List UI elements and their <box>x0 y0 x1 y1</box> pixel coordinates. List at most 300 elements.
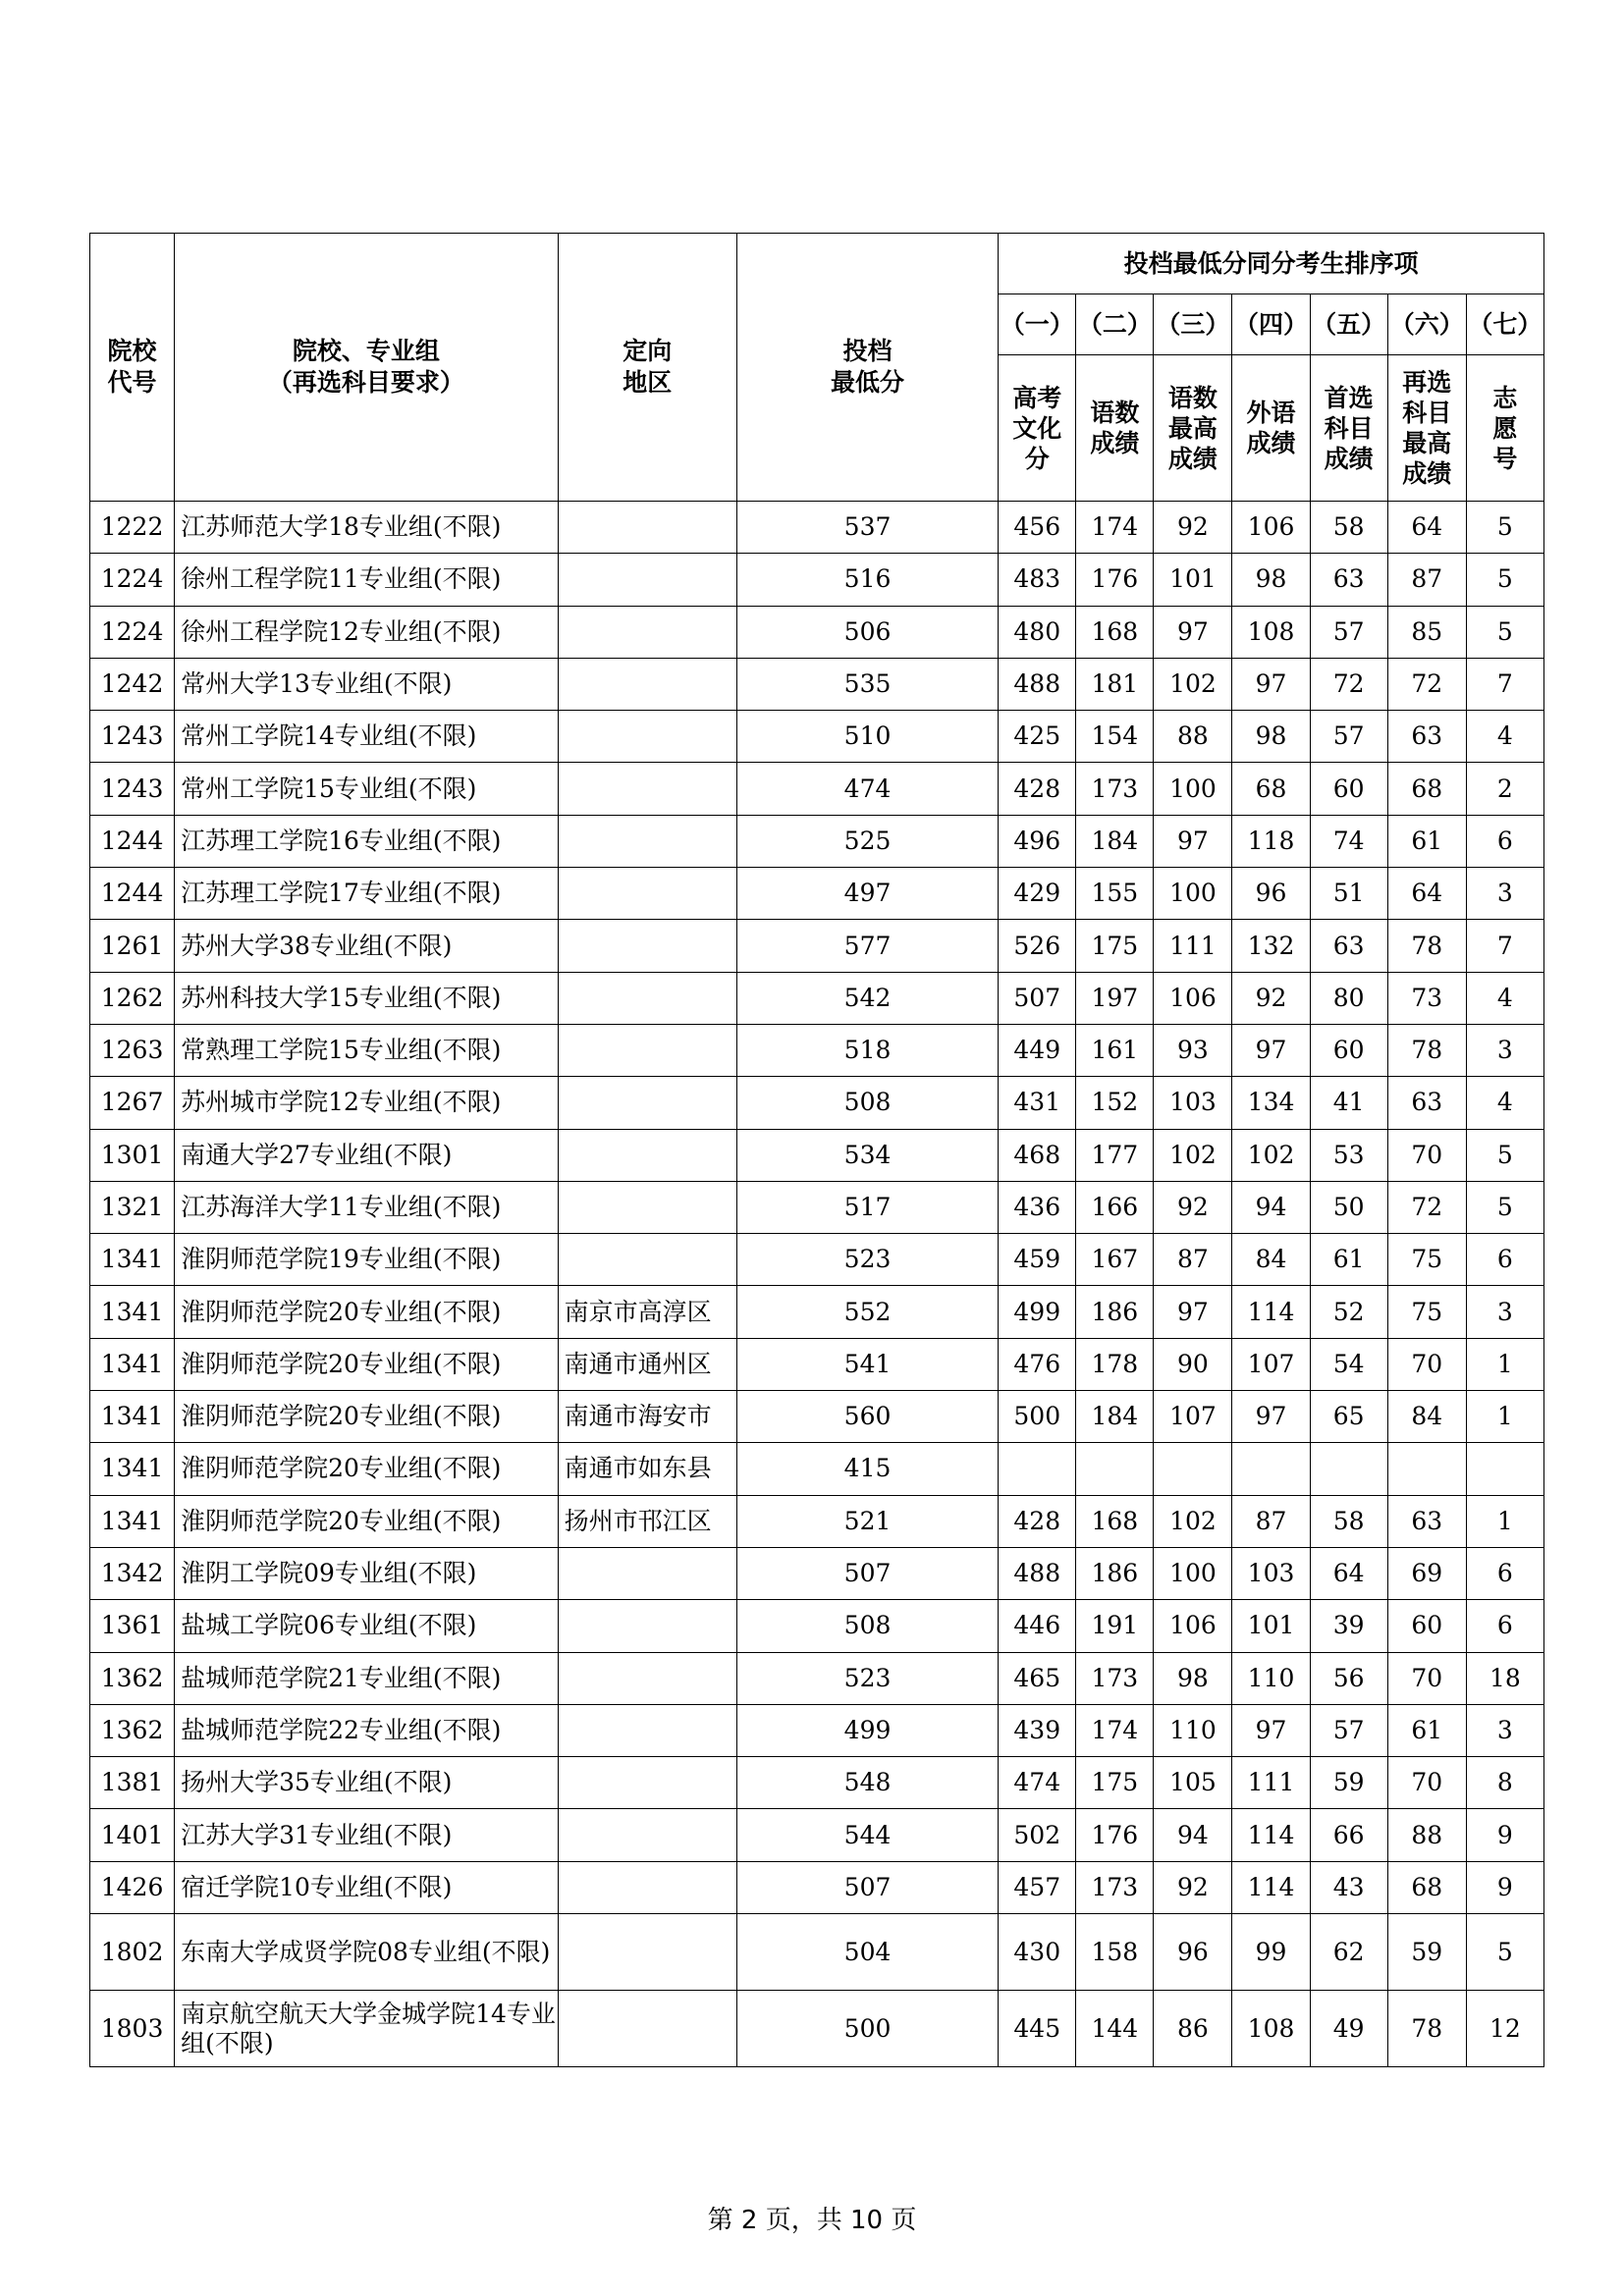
admission-score-table <box>89 233 1544 2067</box>
cell-code: 1341 <box>90 1495 175 1547</box>
cell-second-subject-max: 61 <box>1387 1704 1466 1756</box>
cell-second-subject-max: 63 <box>1387 1077 1466 1129</box>
cell-chinese-math: 161 <box>1076 1024 1154 1076</box>
cell-first-subject: 60 <box>1310 1024 1387 1076</box>
cell-second-subject-max: 88 <box>1387 1809 1466 1861</box>
header-tiebreak-number: （六） <box>1387 294 1466 355</box>
cell-region <box>558 658 736 710</box>
cell-first-subject: 66 <box>1310 1809 1387 1861</box>
table-row <box>90 1757 1544 1809</box>
cell-region <box>558 1234 736 1286</box>
cell-foreign-language: 108 <box>1232 1991 1310 2067</box>
cell-culture-score: 459 <box>999 1234 1076 1286</box>
cell-school: 淮阴师范学院20专业组(不限) <box>175 1338 559 1390</box>
cell-region: 扬州市邗江区 <box>558 1495 736 1547</box>
cell-chinese-math: 174 <box>1076 502 1154 554</box>
cell-preference-number: 18 <box>1466 1652 1543 1704</box>
cell-school: 苏州科技大学15专业组(不限) <box>175 972 559 1024</box>
header-tiebreak-item: 语数 成绩 <box>1076 355 1154 502</box>
cell-culture-score: 488 <box>999 658 1076 710</box>
cell-foreign-language: 114 <box>1232 1809 1310 1861</box>
cell-foreign-language: 97 <box>1232 1704 1310 1756</box>
cell-chinese-math-max: 94 <box>1154 1809 1232 1861</box>
cell-second-subject-max: 60 <box>1387 1600 1466 1652</box>
cell-culture-score: 428 <box>999 1495 1076 1547</box>
cell-first-subject: 63 <box>1310 920 1387 972</box>
table-row <box>90 1914 1544 1991</box>
cell-first-subject: 74 <box>1310 815 1387 867</box>
cell-second-subject-max: 68 <box>1387 1861 1466 1913</box>
table-row <box>90 1181 1544 1233</box>
cell-region <box>558 1024 736 1076</box>
cell-chinese-math-max: 100 <box>1154 1547 1232 1599</box>
cell-culture-score: 480 <box>999 606 1076 658</box>
cell-second-subject-max: 75 <box>1387 1234 1466 1286</box>
cell-culture-score: 457 <box>999 1861 1076 1913</box>
cell-region <box>558 920 736 972</box>
cell-chinese-math: 166 <box>1076 1181 1154 1233</box>
cell-min-score: 506 <box>736 606 998 658</box>
cell-code: 1224 <box>90 554 175 606</box>
cell-min-score: 415 <box>736 1443 998 1495</box>
cell-second-subject-max: 63 <box>1387 1495 1466 1547</box>
cell-first-subject: 62 <box>1310 1914 1387 1991</box>
cell-foreign-language: 94 <box>1232 1181 1310 1233</box>
table-row <box>90 1338 1544 1390</box>
table-row <box>90 920 1544 972</box>
header-tiebreak-item: 志 愿 号 <box>1466 355 1543 502</box>
cell-foreign-language: 107 <box>1232 1338 1310 1390</box>
cell-chinese-math <box>1076 1443 1154 1495</box>
cell-chinese-math-max: 90 <box>1154 1338 1232 1390</box>
cell-school: 淮阴师范学院20专业组(不限) <box>175 1391 559 1443</box>
cell-first-subject: 59 <box>1310 1757 1387 1809</box>
cell-chinese-math-max: 97 <box>1154 815 1232 867</box>
cell-chinese-math: 154 <box>1076 711 1154 763</box>
cell-min-score: 508 <box>736 1600 998 1652</box>
cell-culture-score: 483 <box>999 554 1076 606</box>
header-tiebreak-item: 首选 科目 成绩 <box>1310 355 1387 502</box>
cell-chinese-math: 181 <box>1076 658 1154 710</box>
cell-foreign-language: 96 <box>1232 868 1310 920</box>
cell-foreign-language: 97 <box>1232 1024 1310 1076</box>
cell-school: 江苏理工学院17专业组(不限) <box>175 868 559 920</box>
cell-chinese-math-max: 106 <box>1154 1600 1232 1652</box>
cell-code: 1341 <box>90 1391 175 1443</box>
cell-culture-score: 496 <box>999 815 1076 867</box>
cell-culture-score: 446 <box>999 1600 1076 1652</box>
cell-chinese-math-max: 93 <box>1154 1024 1232 1076</box>
cell-culture-score: 500 <box>999 1391 1076 1443</box>
header-region: 定向 地区 <box>558 234 736 502</box>
cell-chinese-math-max: 102 <box>1154 1129 1232 1181</box>
cell-school: 淮阴工学院09专业组(不限) <box>175 1547 559 1599</box>
cell-chinese-math-max: 92 <box>1154 502 1232 554</box>
page-footer: 第 2 页，共 10 页 <box>707 2206 917 2235</box>
cell-first-subject: 39 <box>1310 1600 1387 1652</box>
cell-code: 1267 <box>90 1077 175 1129</box>
cell-region <box>558 502 736 554</box>
cell-min-score: 474 <box>736 763 998 815</box>
cell-first-subject: 57 <box>1310 606 1387 658</box>
cell-preference-number: 3 <box>1466 1704 1543 1756</box>
cell-region: 南通市海安市 <box>558 1391 736 1443</box>
table-row <box>90 1286 1544 1338</box>
cell-first-subject: 53 <box>1310 1129 1387 1181</box>
cell-code: 1262 <box>90 972 175 1024</box>
table-row <box>90 1024 1544 1076</box>
cell-min-score: 552 <box>736 1286 998 1338</box>
cell-foreign-language: 97 <box>1232 1391 1310 1443</box>
cell-region <box>558 1704 736 1756</box>
cell-region: 南通市如东县 <box>558 1443 736 1495</box>
cell-school: 东南大学成贤学院08专业组(不限) <box>175 1914 559 1991</box>
cell-school: 盐城师范学院21专业组(不限) <box>175 1652 559 1704</box>
cell-school: 江苏理工学院16专业组(不限) <box>175 815 559 867</box>
cell-foreign-language: 98 <box>1232 554 1310 606</box>
cell-foreign-language: 118 <box>1232 815 1310 867</box>
cell-code: 1242 <box>90 658 175 710</box>
table-row <box>90 1234 1544 1286</box>
cell-culture-score: 499 <box>999 1286 1076 1338</box>
cell-chinese-math-max: 97 <box>1154 1286 1232 1338</box>
cell-school: 苏州城市学院12专业组(不限) <box>175 1077 559 1129</box>
cell-code: 1261 <box>90 920 175 972</box>
cell-second-subject-max <box>1387 1443 1466 1495</box>
table-row <box>90 868 1544 920</box>
cell-culture-score: 507 <box>999 972 1076 1024</box>
header-school: 院校、专业组 （再选科目要求） <box>175 234 559 502</box>
cell-min-score: 499 <box>736 1704 998 1756</box>
cell-foreign-language: 106 <box>1232 502 1310 554</box>
cell-code: 1342 <box>90 1547 175 1599</box>
cell-min-score: 508 <box>736 1077 998 1129</box>
cell-region <box>558 1652 736 1704</box>
cell-first-subject: 63 <box>1310 554 1387 606</box>
header-tiebreak-number: （七） <box>1466 294 1543 355</box>
table-row <box>90 1991 1544 2067</box>
cell-min-score: 544 <box>736 1809 998 1861</box>
table-row <box>90 1652 1544 1704</box>
cell-first-subject: 56 <box>1310 1652 1387 1704</box>
cell-region <box>558 1809 736 1861</box>
cell-foreign-language: 97 <box>1232 658 1310 710</box>
cell-school: 江苏海洋大学11专业组(不限) <box>175 1181 559 1233</box>
cell-code: 1803 <box>90 1991 175 2067</box>
header-tiebreak-item: 外语 成绩 <box>1232 355 1310 502</box>
cell-preference-number: 5 <box>1466 606 1543 658</box>
cell-foreign-language: 84 <box>1232 1234 1310 1286</box>
cell-chinese-math-max: 101 <box>1154 554 1232 606</box>
table-row <box>90 658 1544 710</box>
cell-chinese-math-max: 100 <box>1154 868 1232 920</box>
cell-min-score: 500 <box>736 1991 998 2067</box>
cell-school: 常州大学13专业组(不限) <box>175 658 559 710</box>
table-row <box>90 554 1544 606</box>
cell-foreign-language: 132 <box>1232 920 1310 972</box>
cell-code: 1301 <box>90 1129 175 1181</box>
cell-chinese-math-max: 100 <box>1154 763 1232 815</box>
cell-min-score: 507 <box>736 1547 998 1599</box>
header-code: 院校 代号 <box>90 234 175 502</box>
cell-preference-number: 6 <box>1466 1600 1543 1652</box>
table-row <box>90 815 1544 867</box>
cell-foreign-language: 134 <box>1232 1077 1310 1129</box>
cell-first-subject: 51 <box>1310 868 1387 920</box>
table-row <box>90 606 1544 658</box>
cell-min-score: 577 <box>736 920 998 972</box>
cell-preference-number: 5 <box>1466 1181 1543 1233</box>
table-row <box>90 1600 1544 1652</box>
table-row <box>90 1547 1544 1599</box>
cell-first-subject: 80 <box>1310 972 1387 1024</box>
cell-min-score: 535 <box>736 658 998 710</box>
cell-chinese-math-max <box>1154 1443 1232 1495</box>
cell-school: 淮阴师范学院20专业组(不限) <box>175 1495 559 1547</box>
cell-code: 1263 <box>90 1024 175 1076</box>
cell-culture-score: 429 <box>999 868 1076 920</box>
cell-school: 南通大学27专业组(不限) <box>175 1129 559 1181</box>
cell-region <box>558 763 736 815</box>
cell-min-score: 541 <box>736 1338 998 1390</box>
cell-second-subject-max: 68 <box>1387 763 1466 815</box>
cell-culture-score: 526 <box>999 920 1076 972</box>
cell-culture-score <box>999 1443 1076 1495</box>
cell-culture-score: 425 <box>999 711 1076 763</box>
cell-school: 盐城师范学院22专业组(不限) <box>175 1704 559 1756</box>
cell-culture-score: 445 <box>999 1991 1076 2067</box>
cell-chinese-math: 184 <box>1076 815 1154 867</box>
cell-preference-number: 9 <box>1466 1861 1543 1913</box>
cell-preference-number: 5 <box>1466 502 1543 554</box>
cell-chinese-math: 152 <box>1076 1077 1154 1129</box>
cell-culture-score: 439 <box>999 1704 1076 1756</box>
cell-first-subject: 57 <box>1310 711 1387 763</box>
cell-culture-score: 474 <box>999 1757 1076 1809</box>
cell-code: 1341 <box>90 1286 175 1338</box>
cell-code: 1341 <box>90 1443 175 1495</box>
cell-region <box>558 1129 736 1181</box>
cell-code: 1341 <box>90 1234 175 1286</box>
cell-chinese-math-max: 107 <box>1154 1391 1232 1443</box>
cell-chinese-math-max: 102 <box>1154 658 1232 710</box>
cell-school: 宿迁学院10专业组(不限) <box>175 1861 559 1913</box>
cell-chinese-math: 191 <box>1076 1600 1154 1652</box>
cell-region <box>558 1861 736 1913</box>
cell-code: 1362 <box>90 1704 175 1756</box>
cell-first-subject: 43 <box>1310 1861 1387 1913</box>
table-row <box>90 1704 1544 1756</box>
cell-second-subject-max: 75 <box>1387 1286 1466 1338</box>
cell-school: 常州工学院14专业组(不限) <box>175 711 559 763</box>
cell-min-score: 504 <box>736 1914 998 1991</box>
cell-code: 1244 <box>90 868 175 920</box>
cell-region <box>558 606 736 658</box>
cell-preference-number: 1 <box>1466 1391 1543 1443</box>
cell-first-subject: 57 <box>1310 1704 1387 1756</box>
cell-chinese-math: 178 <box>1076 1338 1154 1390</box>
cell-second-subject-max: 84 <box>1387 1391 1466 1443</box>
cell-foreign-language: 111 <box>1232 1757 1310 1809</box>
header-tiebreak-number: （三） <box>1154 294 1232 355</box>
table-row <box>90 711 1544 763</box>
cell-preference-number: 4 <box>1466 711 1543 763</box>
table-row <box>90 763 1544 815</box>
cell-school: 江苏师范大学18专业组(不限) <box>175 502 559 554</box>
cell-foreign-language: 114 <box>1232 1861 1310 1913</box>
cell-first-subject: 52 <box>1310 1286 1387 1338</box>
cell-second-subject-max: 85 <box>1387 606 1466 658</box>
cell-preference-number: 3 <box>1466 868 1543 920</box>
cell-chinese-math: 173 <box>1076 1861 1154 1913</box>
table-row <box>90 1129 1544 1181</box>
cell-second-subject-max: 78 <box>1387 1024 1466 1076</box>
cell-second-subject-max: 73 <box>1387 972 1466 1024</box>
cell-preference-number: 5 <box>1466 1914 1543 1991</box>
table-header <box>90 234 1544 502</box>
cell-min-score: 523 <box>736 1234 998 1286</box>
cell-chinese-math: 177 <box>1076 1129 1154 1181</box>
cell-school: 淮阴师范学院20专业组(不限) <box>175 1286 559 1338</box>
cell-min-score: 560 <box>736 1391 998 1443</box>
header-min-score: 投档 最低分 <box>736 234 998 502</box>
cell-chinese-math: 175 <box>1076 920 1154 972</box>
cell-second-subject-max: 59 <box>1387 1914 1466 1991</box>
header-tiebreak-item: 高考 文化 分 <box>999 355 1076 502</box>
cell-culture-score: 476 <box>999 1338 1076 1390</box>
cell-chinese-math: 175 <box>1076 1757 1154 1809</box>
cell-culture-score: 428 <box>999 763 1076 815</box>
cell-foreign-language: 114 <box>1232 1286 1310 1338</box>
cell-preference-number: 6 <box>1466 1547 1543 1599</box>
cell-region <box>558 1077 736 1129</box>
cell-chinese-math: 168 <box>1076 606 1154 658</box>
cell-region <box>558 1914 736 1991</box>
cell-region <box>558 1757 736 1809</box>
cell-min-score: 542 <box>736 972 998 1024</box>
cell-min-score: 523 <box>736 1652 998 1704</box>
cell-chinese-math: 184 <box>1076 1391 1154 1443</box>
cell-first-subject <box>1310 1443 1387 1495</box>
table-row <box>90 1861 1544 1913</box>
cell-region <box>558 1547 736 1599</box>
header-tiebreak-title: 投档最低分同分考生排序项 <box>999 234 1544 294</box>
cell-code: 1381 <box>90 1757 175 1809</box>
cell-second-subject-max: 87 <box>1387 554 1466 606</box>
table-row <box>90 502 1544 554</box>
table-row <box>90 1391 1544 1443</box>
cell-preference-number: 4 <box>1466 1077 1543 1129</box>
cell-min-score: 525 <box>736 815 998 867</box>
cell-code: 1802 <box>90 1914 175 1991</box>
cell-chinese-math: 144 <box>1076 1991 1154 2067</box>
cell-code: 1243 <box>90 711 175 763</box>
cell-min-score: 537 <box>736 502 998 554</box>
cell-chinese-math-max: 103 <box>1154 1077 1232 1129</box>
cell-code: 1401 <box>90 1809 175 1861</box>
cell-culture-score: 436 <box>999 1181 1076 1233</box>
cell-first-subject: 49 <box>1310 1991 1387 2067</box>
cell-min-score: 510 <box>736 711 998 763</box>
header-tiebreak-item: 语数 最高 成绩 <box>1154 355 1232 502</box>
cell-code: 1224 <box>90 606 175 658</box>
cell-foreign-language: 99 <box>1232 1914 1310 1991</box>
cell-chinese-math-max: 110 <box>1154 1704 1232 1756</box>
cell-code: 1244 <box>90 815 175 867</box>
cell-first-subject: 58 <box>1310 1495 1387 1547</box>
cell-first-subject: 50 <box>1310 1181 1387 1233</box>
cell-foreign-language: 98 <box>1232 711 1310 763</box>
cell-second-subject-max: 70 <box>1387 1338 1466 1390</box>
cell-chinese-math-max: 88 <box>1154 711 1232 763</box>
cell-preference-number: 6 <box>1466 1234 1543 1286</box>
cell-chinese-math: 186 <box>1076 1547 1154 1599</box>
cell-foreign-language: 108 <box>1232 606 1310 658</box>
cell-second-subject-max: 63 <box>1387 711 1466 763</box>
header-tiebreak-number: （二） <box>1076 294 1154 355</box>
cell-chinese-math-max: 92 <box>1154 1181 1232 1233</box>
cell-chinese-math: 174 <box>1076 1704 1154 1756</box>
cell-chinese-math-max: 92 <box>1154 1861 1232 1913</box>
cell-preference-number: 12 <box>1466 1991 1543 2067</box>
cell-region <box>558 972 736 1024</box>
header-tiebreak-number: （一） <box>999 294 1076 355</box>
cell-chinese-math: 158 <box>1076 1914 1154 1991</box>
cell-min-score: 517 <box>736 1181 998 1233</box>
cell-preference-number: 1 <box>1466 1338 1543 1390</box>
cell-second-subject-max: 70 <box>1387 1129 1466 1181</box>
cell-preference-number: 1 <box>1466 1495 1543 1547</box>
table-row <box>90 1495 1544 1547</box>
cell-culture-score: 488 <box>999 1547 1076 1599</box>
cell-first-subject: 61 <box>1310 1234 1387 1286</box>
cell-code: 1222 <box>90 502 175 554</box>
cell-chinese-math: 173 <box>1076 763 1154 815</box>
cell-culture-score: 449 <box>999 1024 1076 1076</box>
cell-region <box>558 1600 736 1652</box>
cell-culture-score: 456 <box>999 502 1076 554</box>
cell-chinese-math: 155 <box>1076 868 1154 920</box>
cell-foreign-language: 103 <box>1232 1547 1310 1599</box>
cell-preference-number: 3 <box>1466 1286 1543 1338</box>
cell-preference-number: 5 <box>1466 1129 1543 1181</box>
cell-chinese-math-max: 106 <box>1154 972 1232 1024</box>
cell-chinese-math: 168 <box>1076 1495 1154 1547</box>
cell-foreign-language: 102 <box>1232 1129 1310 1181</box>
cell-region <box>558 711 736 763</box>
table-row <box>90 1077 1544 1129</box>
cell-code: 1426 <box>90 1861 175 1913</box>
cell-school: 扬州大学35专业组(不限) <box>175 1757 559 1809</box>
cell-second-subject-max: 61 <box>1387 815 1466 867</box>
cell-preference-number: 6 <box>1466 815 1543 867</box>
cell-first-subject: 58 <box>1310 502 1387 554</box>
cell-region <box>558 1991 736 2067</box>
cell-first-subject: 72 <box>1310 658 1387 710</box>
cell-second-subject-max: 70 <box>1387 1652 1466 1704</box>
cell-second-subject-max: 78 <box>1387 920 1466 972</box>
cell-preference-number: 5 <box>1466 554 1543 606</box>
cell-region <box>558 868 736 920</box>
cell-school: 淮阴师范学院20专业组(不限) <box>175 1443 559 1495</box>
cell-preference-number: 8 <box>1466 1757 1543 1809</box>
cell-school: 徐州工程学院12专业组(不限) <box>175 606 559 658</box>
cell-culture-score: 431 <box>999 1077 1076 1129</box>
cell-chinese-math-max: 105 <box>1154 1757 1232 1809</box>
cell-culture-score: 465 <box>999 1652 1076 1704</box>
cell-code: 1243 <box>90 763 175 815</box>
cell-preference-number: 2 <box>1466 763 1543 815</box>
